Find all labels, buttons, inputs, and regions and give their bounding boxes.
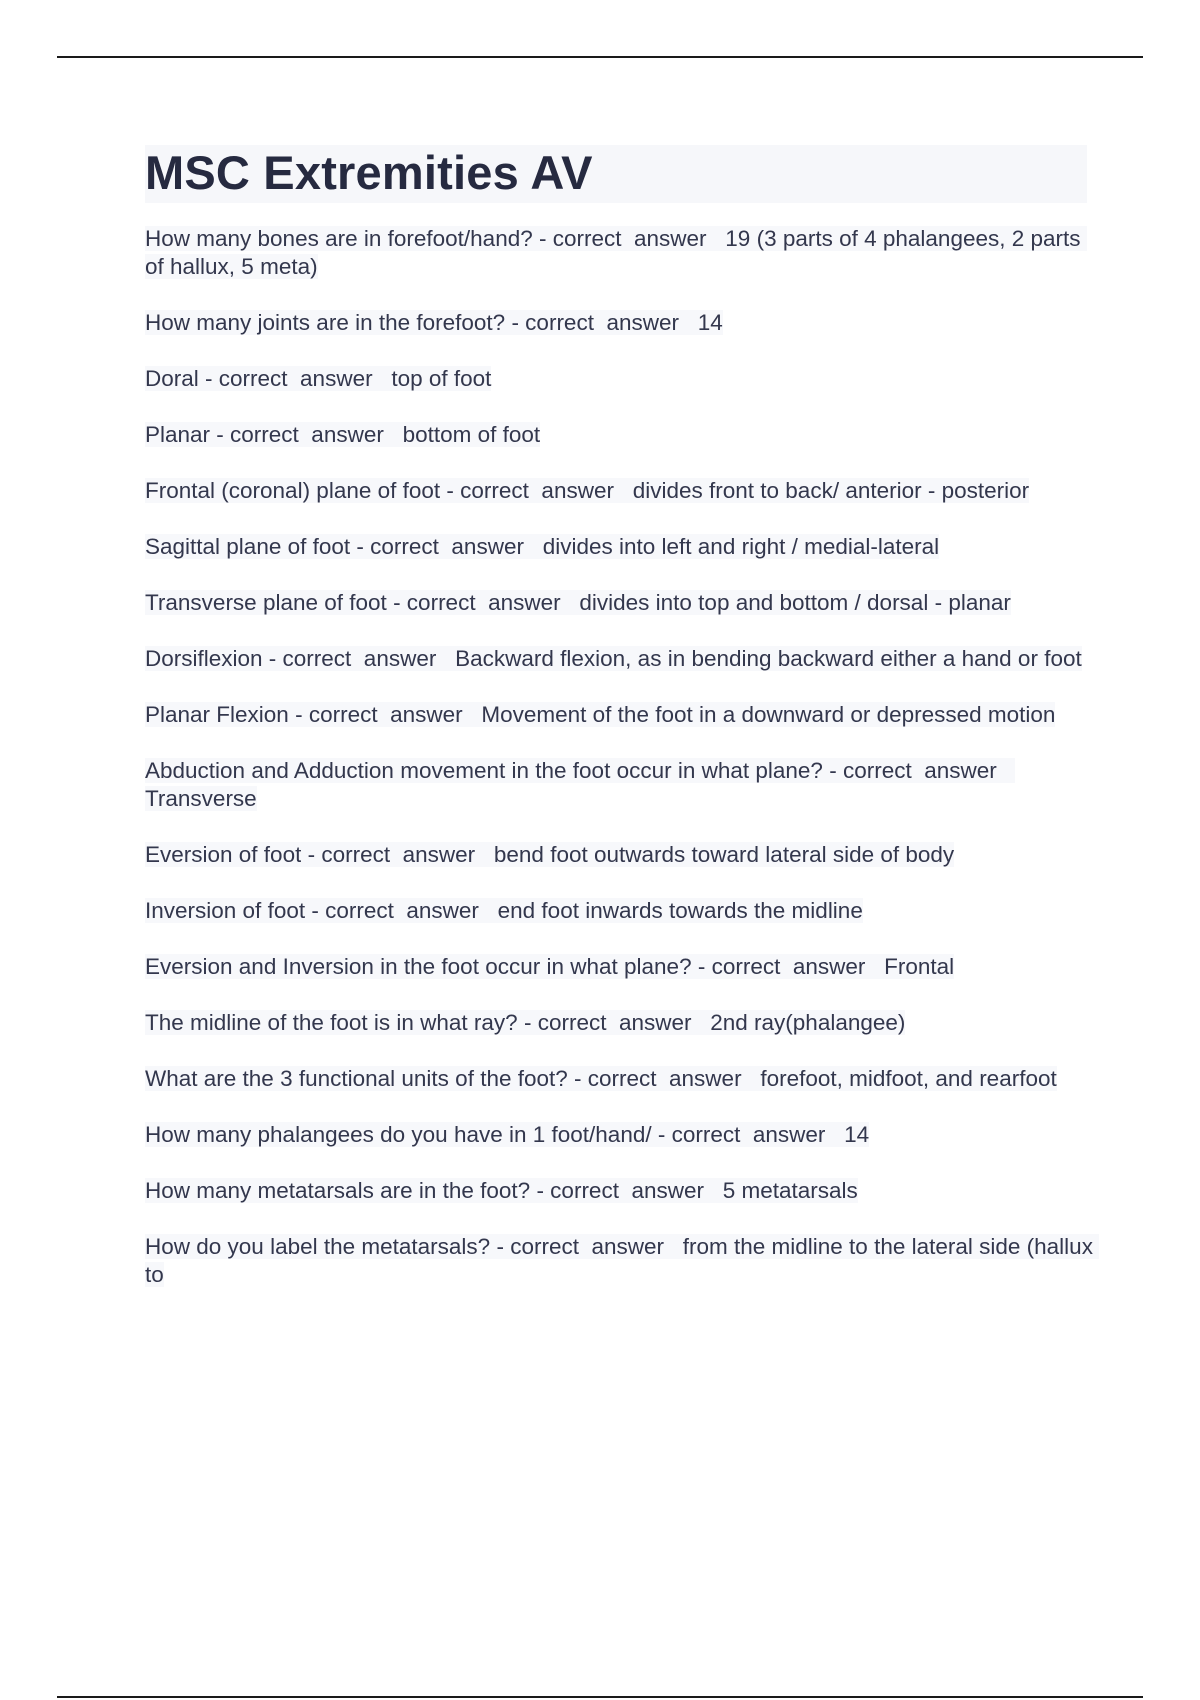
question-text: Eversion and Inversion in the foot occur in what plane? <box>145 954 692 979</box>
qa-item <box>145 1177 1095 1205</box>
qa-item <box>145 1009 1095 1037</box>
answer-separator: - correct answer <box>567 1066 761 1091</box>
answer-separator: - correct answer <box>530 1178 723 1203</box>
question-text: How many phalangees do you have in 1 foot/hand/ <box>145 1122 652 1147</box>
answer-text: end foot inwards towards the midline <box>497 898 863 923</box>
answer-text: Frontal <box>884 954 955 979</box>
question-text: Doral <box>145 366 199 391</box>
qa-item <box>145 953 1095 981</box>
qa-item <box>145 589 1095 617</box>
answer-separator: - correct answer <box>301 842 494 867</box>
question-text: Planar Flexion <box>145 702 289 727</box>
answer-text: Transverse <box>145 786 257 811</box>
answer-separator: - correct answer <box>490 1234 683 1259</box>
question-text: Abduction and Adduction movement in the foot occur in what plane? <box>145 758 823 783</box>
qa-item <box>145 757 1095 813</box>
question-text: Eversion of foot <box>145 842 302 867</box>
answer-text: bend foot outwards toward lateral side of body <box>493 842 955 867</box>
qa-item <box>145 897 1095 925</box>
footer-rule <box>57 1696 1143 1698</box>
qa-item <box>145 421 1095 449</box>
qa-item <box>145 309 1095 337</box>
qa-item <box>145 225 1095 281</box>
qa-list <box>145 225 1100 1317</box>
answer-text: 19 (3 parts of 4 phalangees, 2 parts of hallux, 5 meta) <box>145 226 1087 279</box>
answer-text: 14 <box>697 310 723 335</box>
header-rule <box>57 56 1143 58</box>
qa-item <box>145 701 1095 729</box>
answer-separator: - correct answer <box>440 478 633 503</box>
answer-text: forefoot, midfoot, and rearfoot <box>760 1066 1057 1091</box>
qa-item <box>145 477 1095 505</box>
question-text: The midline of the foot is in what ray? <box>145 1010 518 1035</box>
answer-text: 5 metatarsals <box>722 1178 858 1203</box>
answer-separator: - correct answer <box>532 226 726 251</box>
qa-item <box>145 365 1095 393</box>
answer-separator: - correct answer <box>505 310 698 335</box>
qa-item <box>145 645 1095 673</box>
answer-separator: - correct answer <box>198 366 392 391</box>
question-text: How many joints are in the forefoot? <box>145 310 506 335</box>
question-text: How many bones are in forefoot/hand? <box>145 226 533 251</box>
question-text: What are the 3 functional units of the foot? <box>145 1066 568 1091</box>
answer-text: top of foot <box>391 366 492 391</box>
answer-separator: - correct answer <box>262 646 456 671</box>
question-text: Dorsiflexion <box>145 646 263 671</box>
question-text: How do you label the metatarsals? <box>145 1234 491 1259</box>
answer-text: Movement of the foot in a downward or depressed motion <box>481 702 1056 727</box>
question-text: Planar <box>145 422 211 447</box>
answer-separator: - correct answer <box>691 954 885 979</box>
answer-text: 2nd ray(phalangee) <box>710 1010 906 1035</box>
answer-text: from the midline to the lateral side (hallux to <box>145 1234 1100 1287</box>
answer-text: divides into left and right / medial-lateral <box>542 534 940 559</box>
answer-text: bottom of foot <box>402 422 541 447</box>
qa-item <box>145 841 1095 869</box>
answer-separator: - correct answer <box>386 590 580 615</box>
question-text: Frontal (coronal) plane of foot <box>145 478 441 503</box>
qa-item <box>145 1065 1095 1093</box>
page-title: MSC Extremities AV <box>145 146 593 199</box>
answer-separator: - correct answer <box>651 1122 845 1147</box>
qa-item <box>145 1121 1095 1149</box>
answer-separator: - correct answer <box>288 702 482 727</box>
answer-text: divides front to back/ anterior - posterior <box>632 478 1030 503</box>
question-text: Transverse plane of foot <box>145 590 387 615</box>
answer-separator: - correct answer <box>210 422 403 447</box>
answer-separator: - correct answer <box>350 534 543 559</box>
answer-separator: - correct answer <box>822 758 1016 783</box>
qa-item <box>145 533 1095 561</box>
question-text: How many metatarsals are in the foot? <box>145 1178 531 1203</box>
answer-text: Backward flexion, as in bending backward either a hand or foot <box>455 646 1082 671</box>
answer-separator: - correct answer <box>305 898 498 923</box>
question-text: Sagittal plane of foot <box>145 534 351 559</box>
answer-text: 14 <box>844 1122 870 1147</box>
question-text: Inversion of foot <box>145 898 306 923</box>
qa-item <box>145 1233 1100 1289</box>
answer-text: divides into top and bottom / dorsal - planar <box>579 590 1011 615</box>
answer-separator: - correct answer <box>517 1010 711 1035</box>
